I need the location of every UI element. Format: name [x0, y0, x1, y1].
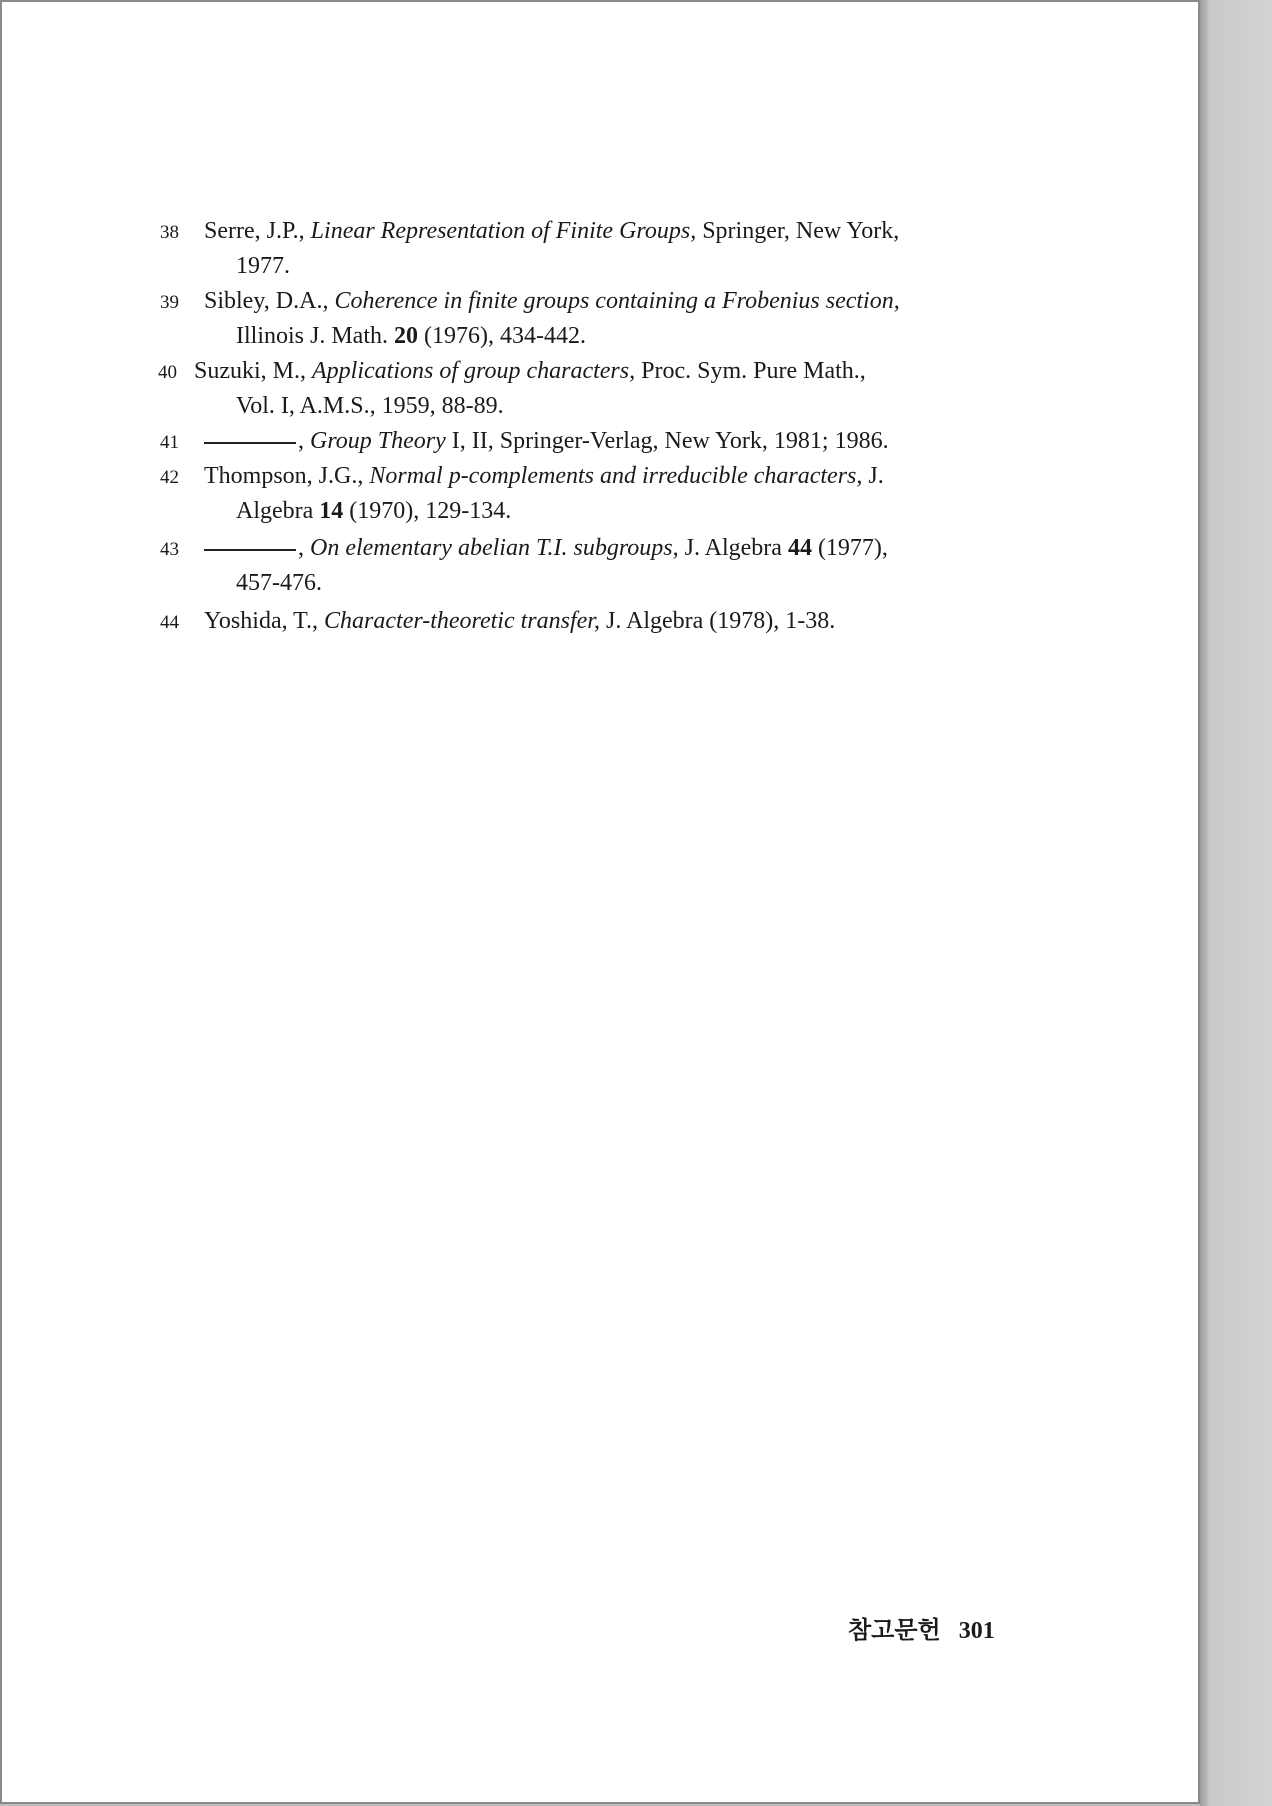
- reference-author: Yoshida, T.,: [204, 608, 325, 634]
- reference-source: Vol. I, A.M.S., 1959, 88-89.: [236, 393, 504, 419]
- reference-40-continuation: [160, 389, 1136, 423]
- reference-source: Illinois J. Math.: [236, 323, 395, 349]
- reference-author: Sibley, D.A.,: [204, 288, 335, 314]
- reference-title: Group Theory: [310, 428, 446, 454]
- reference-number: 38: [160, 222, 179, 243]
- reference-title: Applications of group characters,: [312, 358, 636, 384]
- reference-38: [160, 214, 1060, 250]
- reference-separator: ,: [298, 535, 310, 561]
- ditto-blank-line: [204, 548, 296, 551]
- reference-source: Springer, New York,: [696, 218, 900, 244]
- reference-44: [160, 604, 1060, 640]
- reference-number: 43: [160, 539, 179, 560]
- page-footer: [848, 1610, 995, 1645]
- reference-source: J.: [862, 463, 884, 489]
- reference-source: I, II, Springer-Verlag, New York, 1981; 1986.: [445, 428, 889, 454]
- reference-42: [160, 459, 1060, 495]
- reference-volume: 44: [787, 535, 812, 561]
- reference-source: J. Algebra: [678, 535, 788, 561]
- reference-number: 39: [160, 292, 179, 313]
- reference-author: Thompson, J.G.,: [204, 463, 370, 489]
- reference-40: [158, 354, 1058, 390]
- reference-39-continuation: [160, 319, 1136, 353]
- reference-volume: 20: [394, 323, 419, 349]
- reference-source: 457-476.: [236, 570, 322, 596]
- reference-author: Suzuki, M.,: [194, 358, 313, 384]
- reference-volume: 14: [319, 498, 344, 524]
- reference-39: [160, 284, 1060, 320]
- reference-source: (1970), 129-134.: [343, 498, 512, 524]
- reference-source: (1976), 434-442.: [418, 323, 586, 349]
- reference-source: Algebra: [236, 498, 320, 524]
- reference-title: Coherence in finite groups containing a Frobenius section,: [334, 288, 900, 314]
- reference-number: 40: [158, 362, 177, 383]
- ditto-blank-line: [204, 441, 296, 444]
- page-number: 301: [958, 1618, 995, 1644]
- reference-source: (1977),: [811, 535, 888, 561]
- reference-38-continuation: [160, 249, 1136, 283]
- reference-43: [160, 531, 1060, 567]
- reference-source: 1977.: [236, 253, 290, 279]
- reference-41: [160, 424, 1060, 460]
- reference-separator: ,: [298, 428, 310, 454]
- reference-43-continuation: [160, 566, 1136, 600]
- reference-number: 41: [160, 432, 179, 453]
- section-title: 참고문헌: [848, 1615, 941, 1644]
- reference-source: J. Algebra (1978), 1-38.: [599, 608, 836, 634]
- reference-author: Serre, J.P.,: [204, 218, 311, 244]
- viewer-background: [1200, 0, 1272, 1806]
- reference-title: Normal p-complements and irreducible characters,: [369, 463, 863, 489]
- reference-number: 44: [160, 612, 179, 633]
- reference-title: Character-theoretic transfer,: [324, 608, 600, 634]
- reference-number: 42: [160, 467, 179, 488]
- reference-source: Proc. Sym. Pure Math.,: [635, 358, 866, 384]
- reference-title: Linear Representation of Finite Groups,: [310, 218, 697, 244]
- reference-title: On elementary abelian T.I. subgroups,: [310, 535, 679, 561]
- reference-42-continuation: [160, 494, 1136, 528]
